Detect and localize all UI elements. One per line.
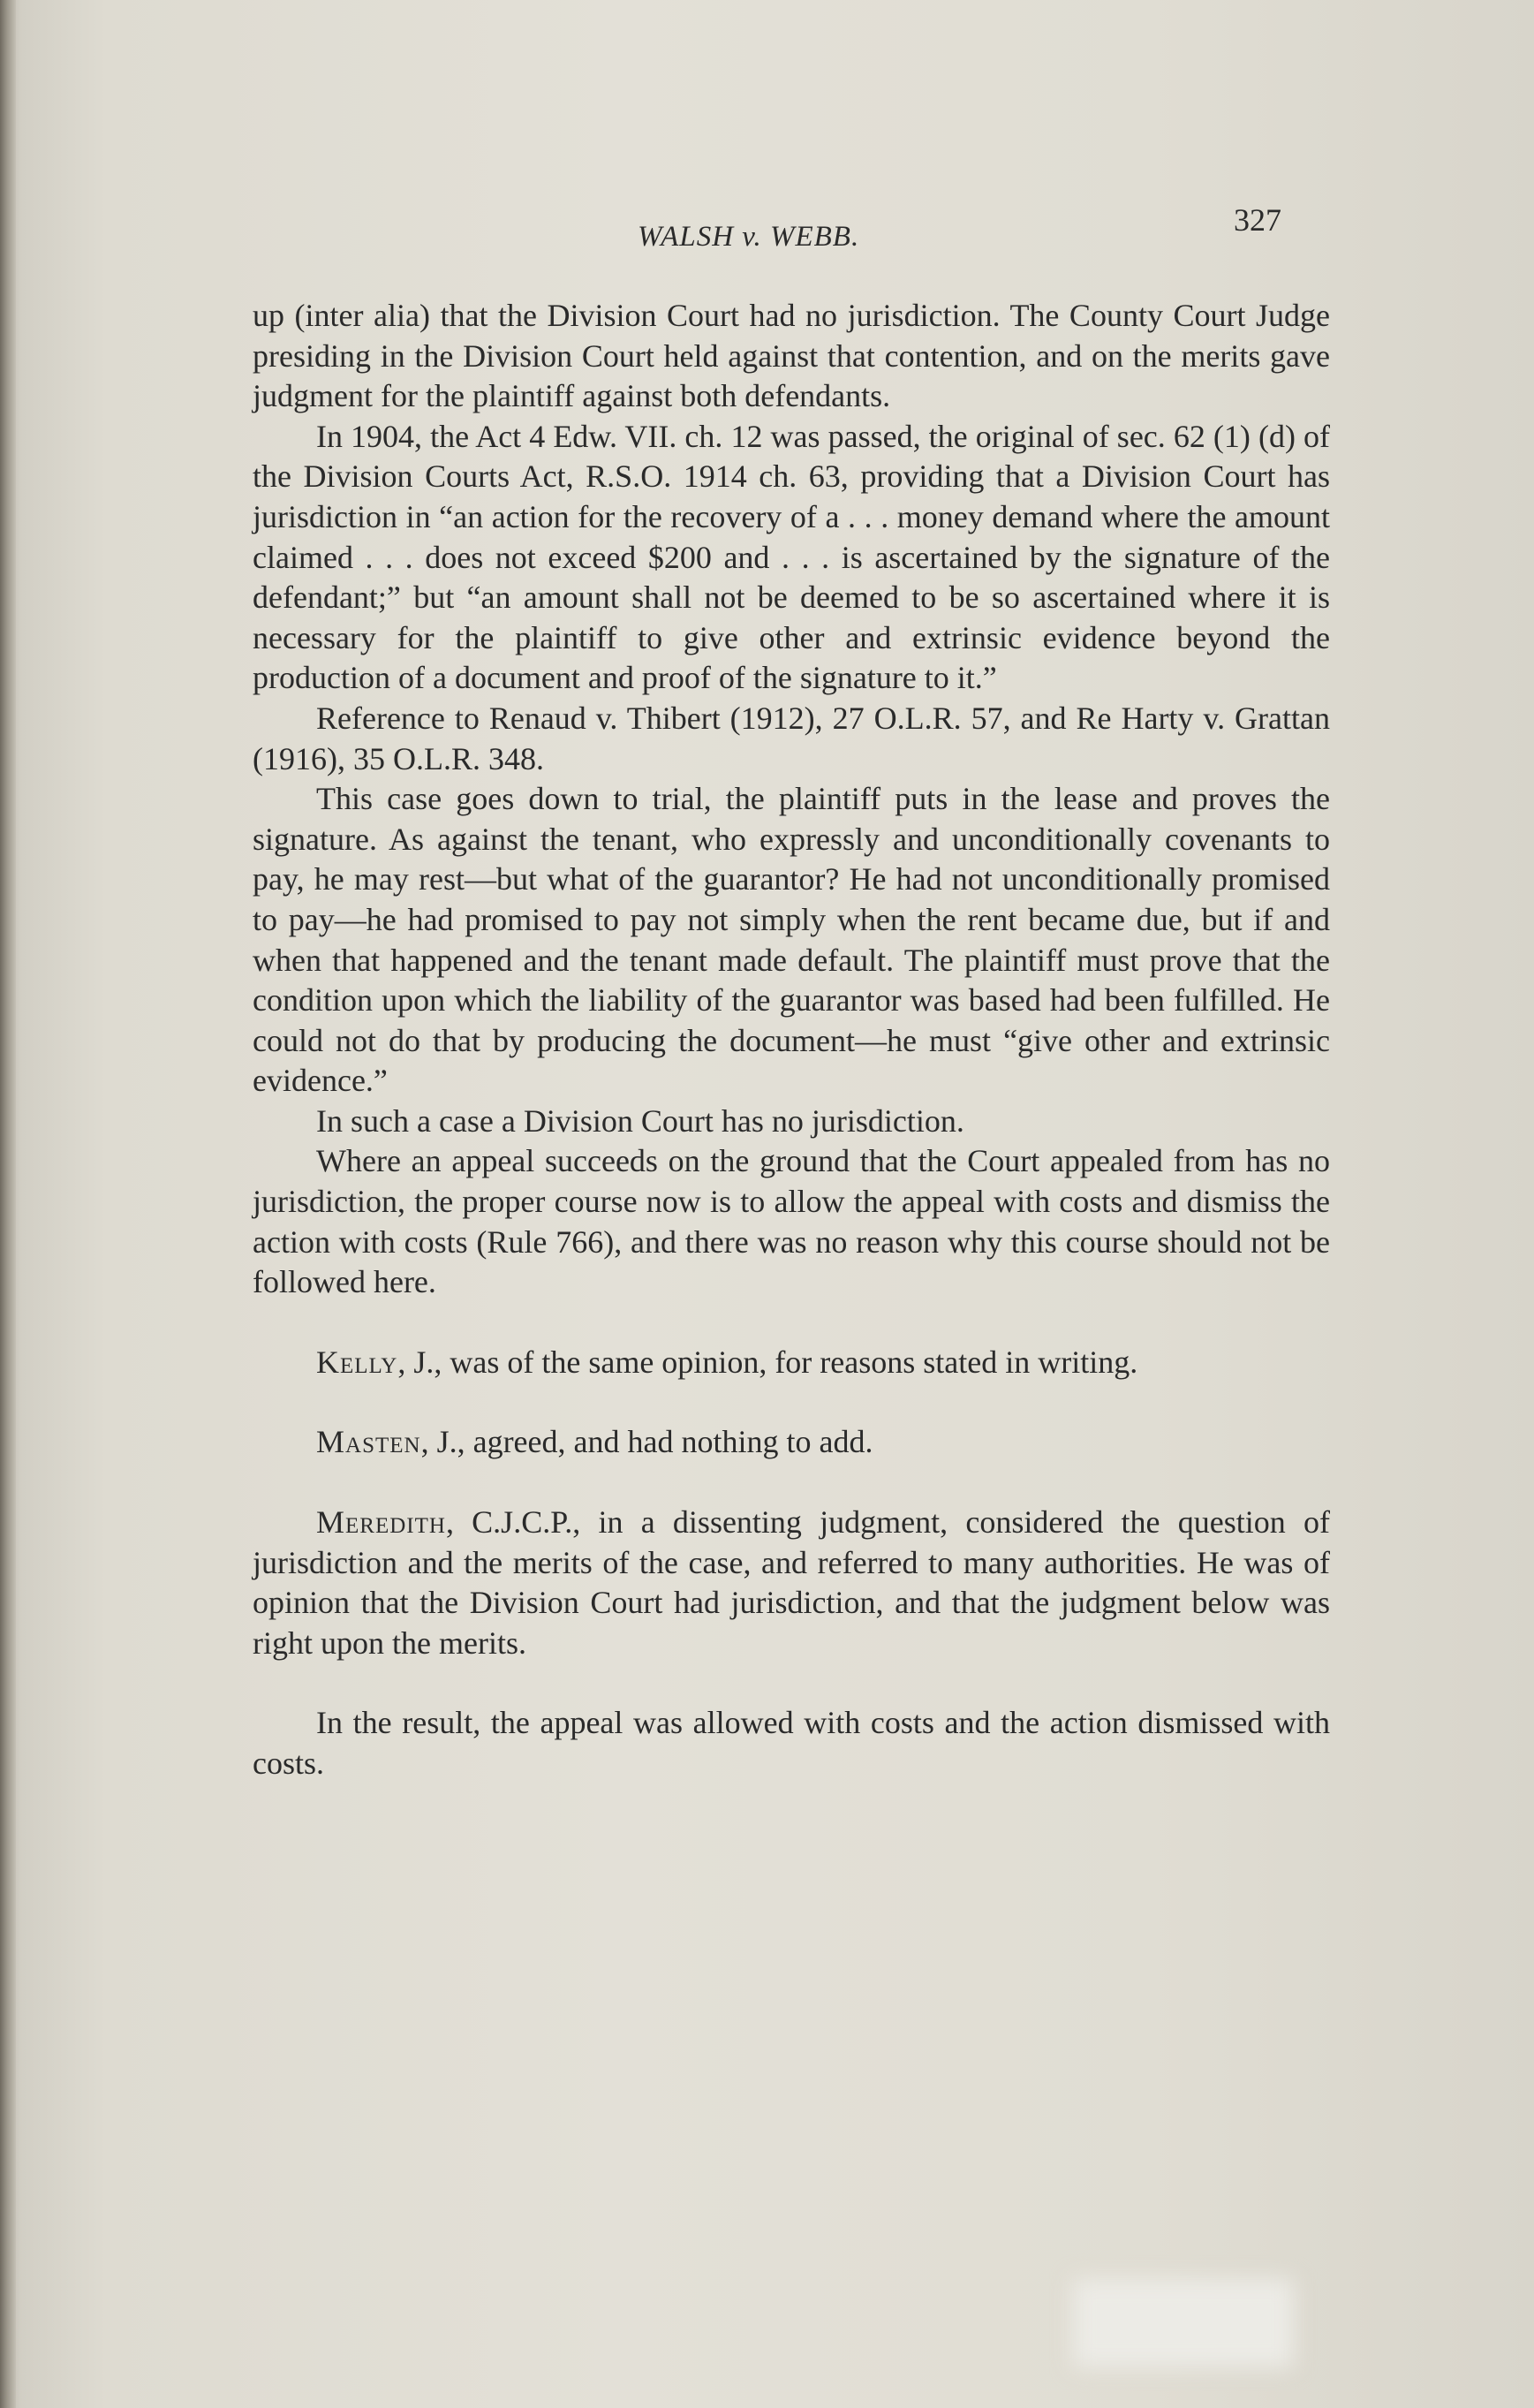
paragraph-continuation: up (inter alia) that the Division Court had no jurisdiction. The County Court Judge presiding in the Division Court held against that contention, and on the merits gave judgment for the plaintiff against both defendants. [253,298,1330,414]
opinion-text: , C.J.C.P., in a dissenting judgment, considered the question of jurisdiction and the merits of the case, and referred to many authorities. He was of opinion that the Division Court had jurisdiction, and that the judgment below was right upon the merits. [253,1504,1330,1661]
opinion-text: , J., agreed, and had nothing to add. [420,1424,873,1460]
paragraph-statute: In 1904, the Act 4 Edw. VII. ch. 12 was passed, the original of sec. 62 (1) (d) of the Division Courts Act, R.S.O. 1914 ch. 63, providing that a Division Court has jurisdiction in “an action for the recovery of a . . . money demand where the amount claimed . . . does not exceed $200 and . . . is ascertained by the signature of the defendant;” but “an amount shall not be deemed to be so ascertained where it is necessary for the plaintiff to give other and extrinsic evidence beyond the production of a document and proof of the signature to it.” [253,418,1330,696]
opinion-masten [253,1422,1330,1463]
paragraph-trial-analysis: This case goes down to trial, the plaintiff puts in the lease and proves the signature. As against the tenant, who expressly and unconditionally covenants to pay, he may rest—but what of the guarantor? He had not unconditionally promised to pay—he had promised to pay not simply when the rent became due, but if and when that happened and the tenant made default. The plaintiff must prove that the condition upon which the liability of the guarantor was based had been fulfilled. He could not do that by producing the document—he must “give other and extrinsic evidence.” [253,781,1330,1099]
book-spine-edge [0,0,16,2408]
paragraph-appeal-course: Where an appeal succeeds on the ground that the Court appealed from has no jurisdiction, the proper course now is to allow the appeal with costs and dismiss the action with costs (Rule 766), and there was no reason why this course should not be followed here. [253,1143,1330,1300]
paragraph-references: Reference to Renaud v. Thibert (1912), 27 O.L.R. 57, and Re Harty v. Grattan (1916), 35 O.L.R. 348. [253,700,1330,776]
judge-name: Kelly [316,1344,398,1380]
page-number: 327 [1234,202,1281,238]
opinion-kelly [253,1343,1330,1383]
body-text [253,296,1330,1784]
result-paragraph: In the result, the appeal was allowed with costs and the action dismissed with costs. [253,1705,1330,1781]
judge-name: Masten [316,1424,421,1460]
opinion-text: , J., was of the same opinion, for reasons stated in writing. [397,1344,1138,1380]
paper-blemish [1073,2279,1294,2367]
judge-name: Meredith [316,1504,446,1541]
running-title: WALSH v. WEBB. [638,221,860,253]
opinion-meredith [253,1503,1330,1663]
paragraph-no-jurisdiction: In such a case a Division Court has no jurisdiction. [316,1102,964,1139]
